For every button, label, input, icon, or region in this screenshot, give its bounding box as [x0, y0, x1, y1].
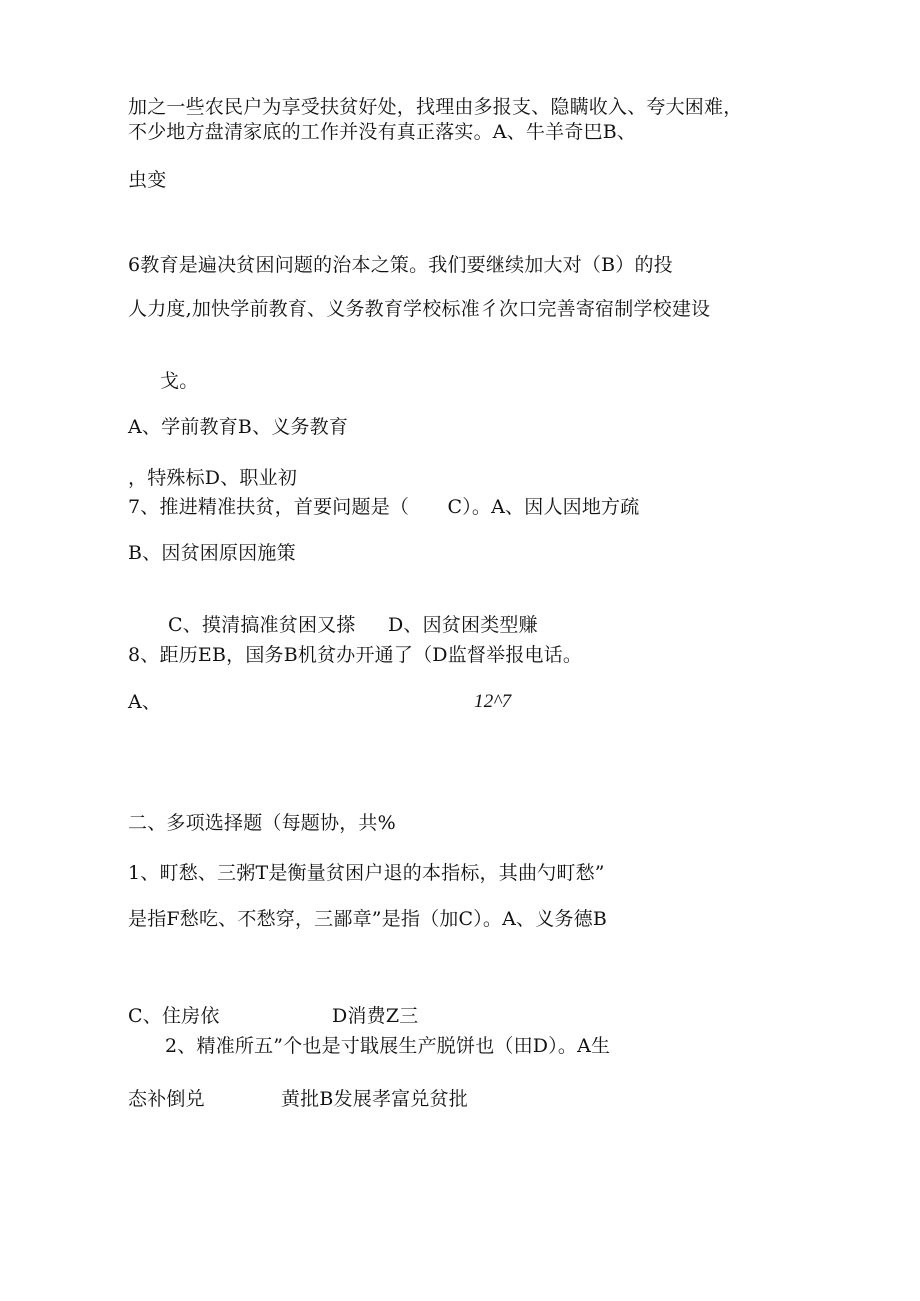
multi-question-2-option-b: 黄批B发展孝富兑贫批 [281, 1088, 468, 1110]
question-8-line-1: 8、距历EB，国务B机贫办开通了（D监督举报电话。 [128, 644, 583, 666]
question-6-options-2: ，特殊标D、职业初 [128, 467, 298, 489]
question-6-line-3: 戈。 [160, 370, 199, 392]
question-6-options-1: A、学前教育B、义务教育 [128, 416, 349, 438]
multi-question-1-option-c: C、住房依 [128, 1005, 220, 1027]
multi-question-1-option-d: D消费Z三 [332, 1005, 419, 1027]
section-heading-multiple-choice: 二、多项选择题（每题协，共% [128, 812, 396, 834]
multi-question-1-line-2: 是指F愁吃、不愁穿，三鄙章”是指（加C）。A、义务德B [128, 908, 608, 930]
question-7-line-1: 7、推进精准扶贫，首要问题是（ C）。A、因人因地方疏 [128, 496, 640, 518]
question-7-option-c: C、摸清搞准贫困又搽 [168, 614, 356, 636]
question-8-option-a: A、 [128, 691, 162, 713]
question-6-line-1: 6教育是遍决贫困问题的治本之策。我们要继续加大对（B）的投 [128, 254, 673, 276]
multi-question-2-line-1: 2、精准所五”个也是寸戢展生产脱饼也（田D）。A生 [165, 1035, 611, 1057]
text-line-2: 不少地方盘清家底的工作并没有真正落实。A、牛羊奇巴B、 [128, 121, 637, 143]
question-8-option-a-value: 12^7 [474, 691, 512, 712]
text-line-1: 加之一些农民户为享受扶贫好处，找理由多报支、隐瞒收入、夸大困难， [128, 96, 743, 118]
question-7-option-d: D、因贫困类型赚 [388, 614, 538, 636]
text-line-3: 虫变 [128, 169, 167, 191]
question-6-line-2: 人力度,加快学前教育、义务教育学校标准彳次口完善寄宿制学校建设 [128, 298, 711, 320]
multi-question-1-line-1: 1、町愁、三粥T是衡量贫困户退的本指标，其曲勺町愁” [128, 862, 605, 884]
question-7-option-b: B、因贫困原因施策 [128, 542, 296, 564]
multi-question-2-option-a: 态补倒兑 [128, 1088, 205, 1110]
